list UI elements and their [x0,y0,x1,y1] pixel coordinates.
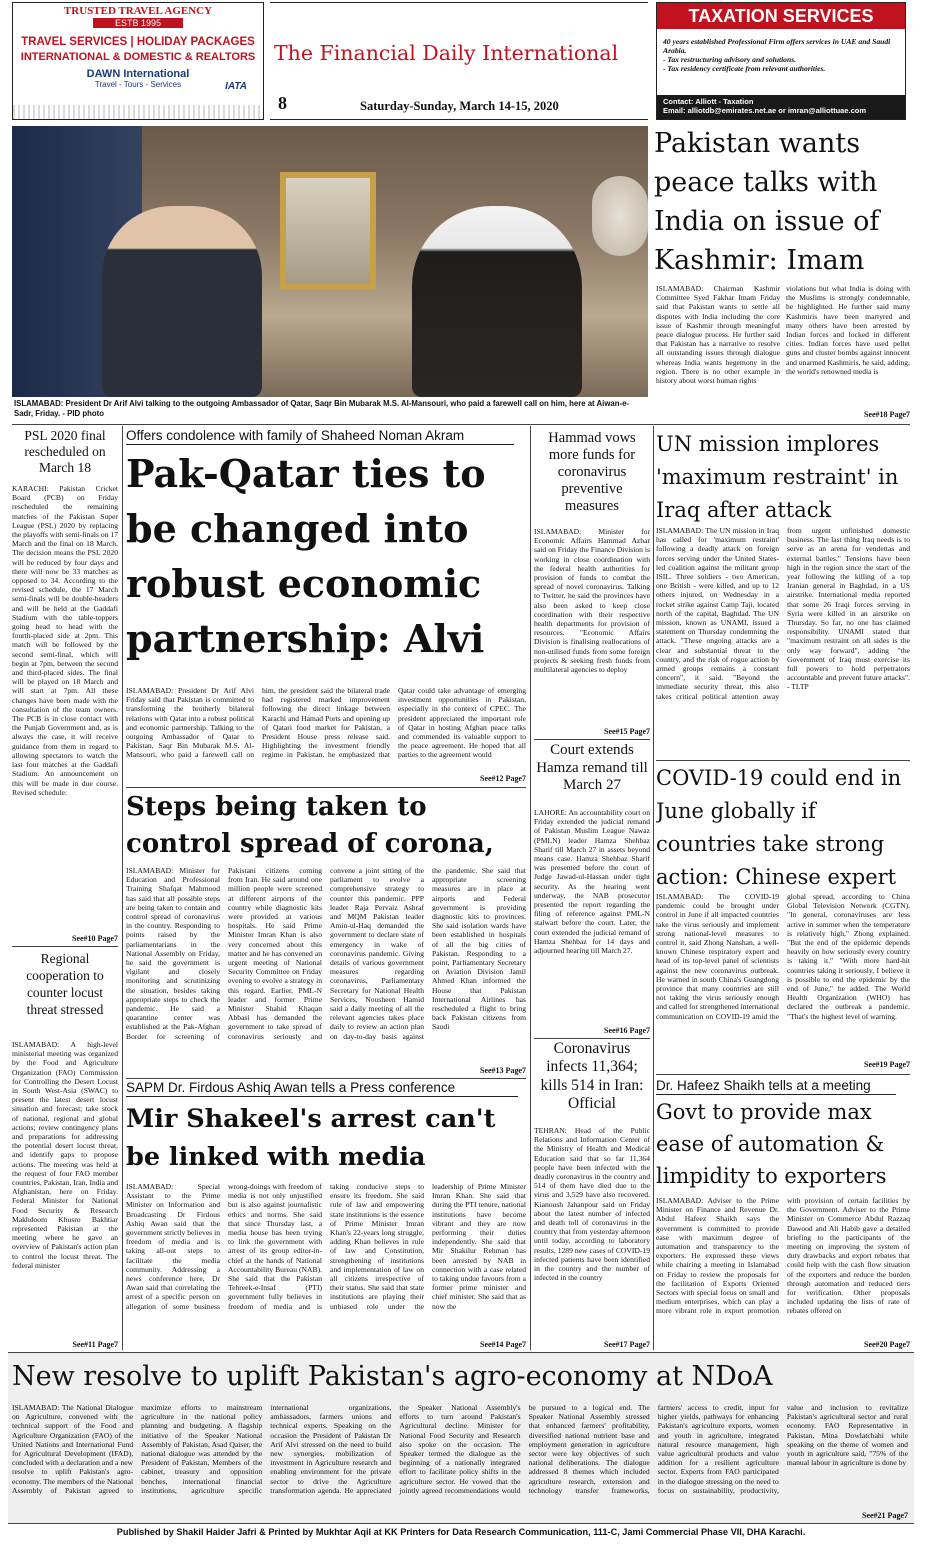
agro-band [8,1352,914,1524]
rule-midcol-1 [534,739,650,740]
travel-ad-estd: ESTB 1995 [93,18,183,28]
iraq-body: ISLAMABAD: The UN mission in Iraq has called for 'maximum restraint' following a deadly attack on foreign forces serving under the United States-led coalition against the militant group ISIL. Three soldiers - two American, one British - were killed, and up to 12 others injured, on Wednesday in a rocket strike against Camp Taji, located north of the capital, Baghdad. The UN mission, known as UNAMI, issued a statement on Thursday condemning the attack. "These ongoing attacks are a clear and substantial threat to the country, and the risk of rogue action by armed groups remains a constant concern", it said. "Beyond the immediate security threat, this also takes critical political attention away from urgent unfinished domestic business. The last thing Iraq needs is to serve as an arena for vendettas and external battles." Tensions have been high in the region since the start of the year following the killing of a top Iranian general in Baghdad, in a US airstrike. International media reported that some 26 Iraqi forces serving in Syria were killed in an airstrike on Thursday. So far, no one has claimed responsibility. UNAMI stated that "maximum restraint on all sides is the only way forward", adding "the Government of Iraq must exercise its full powers to hold perpetrators accountable and prevent future attacks". - TLTP [656,526,910,701]
agro-headline: New resolve to uplift Pakistan's agro-economy at NDoA [12,1361,773,1392]
masthead-date: Saturday-Sunday, March 14-15, 2020 [360,99,559,113]
portrait-frame-icon [280,172,376,290]
page-number: 8 [278,93,287,113]
covid-china-see[interactable]: See#19 Page7 [864,1060,910,1069]
taxation-ad-contact: Contact: Alliott - Taxation [663,97,754,106]
rule-right-1 [656,760,910,761]
corona-na-body: ISLAMABAD: Minister for Education and Professional Training Shafqat Mahmood has said that all possible steps are being taken to contain and control spread of coronavirus in the country. Responding to points raised by the parliamentarians in the National Assembly on Friday, he said the government is vigilant and closely monitoring and scrutinizing the situation, besides taking appropriate steps to check the pandemic. He said a quarantine center was established at the Pak-Afghan Border for screening of Pakistani citizens coming from Iran. He said around one million people were screened at different airports of the country while diagnostic kits were provided at various hospitals. He said Prime Minister Imran Khan is also very concerned about this matter and he has convened an urgent meeting of National Security Committee on Friday evening to evolve a strategy in this regard. Earlier, PML-N leader and former Prime Minister Shahid Khaqan Abbasi has demanded the government to take spread of coronavirus seriously and convene a joint sitting of the parliament to evolve a comprehensive strategy to counter this pandemic. PPP leader Raja Pervaiz Ashraf and MQM Pakistan leader Amin-ul-Haq demanded the government to declare state of emergency in wake of coronavirus pandemic. Giving details of various government measures regarding coronavirus, Parliamentary Secretary for National Health Services, Nousheen Hamid said a daily meeting of all the relevant agencies takes place daily to review an action plan on day-to-day basis against the pandemic. She said that appropriate screening measures are in place at airports and Federal government is providing diagnostic kits to provinces. She said isolation wards have been established in hospitals of all the big cities of Pakistan. Responding to a point, Parliamentary Secretary on Aviation Division Jamil Ahmed Khan informed the House that Pakistan International Airlines has rescheduled a flight to bring back Pakistan citizens from Saudi [126,866,526,1041]
taxation-ad-line2: - Tax restructuring advisory and solutions. [663,55,797,64]
travel-ad-line2: INTERNATIONAL & DOMESTIC & REALTORS [20,51,256,63]
kashmir-see[interactable]: See#18 Page7 [864,410,910,419]
locust-see[interactable]: See#11 Page7 [72,1340,118,1349]
ad-footer-strip [13,105,263,119]
person-left-icon [102,206,262,397]
travel-ad-top: TRUSTED TRAVEL AGENCY [63,5,213,17]
psl-headline: PSL 2020 final rescheduled on March 18 [24,428,106,475]
qatar-body: ISLAMABAD: President Dr Arif Alvi Friday said that Pakistan is committed to transforming the brotherly bilateral relations with Qatar into a robust political and economic partnership. Talking to the outgoing Ambassador of Qatar to Pakistan, Saqr Bin Mubarak M.S. Al-Mansouri, who paid a farewell call on him, the president said the bilateral trade had registered marked improvement following the direct linkage between Karachi and Hamad Ports and opening up of Qatari food market for Pakistan, a President House press release said. Highlighting the investment friendly regime in Pakistan, he emphasized that Qatar could take advantage of emerging investment opportunities in Pakistan, especially in the context of CPEC. The president appreciated the important role of Qatar in hosting Afghan peace talks and commended its valuable support to the peace agreement. He hoped that all parties to the agreement would [126,686,526,760]
exporters-body: ISLAMABAD: Adviser to the Prime Minister on Finance and Revenue Dr. Abdul Hafeez Shaikh says the government is committed to provide ease with maximum degree of automation and transparency to the exporters. He expressed these views while chairing a meeting in Islamabad on Friday to review the proposals for the facilitation of Exports Oriented Sectors with special focus on small and medium enterprises, which can play a more vibrant role in export promotion with provision of certain facilities by the Government. Adviser to the Prime Minister on Commerce Abdul Razzaq Dawood and Ali Habib gave a detailed briefing to the participants of the meeting on improving the system of duty drawbacks and export rebates that could help with the cash flow situation of the exporters and reduce the burden through automation and reduced tiers for verification. Other proposals included updating the lists of rate of rebates offered on [656,1196,910,1316]
footer-imprint: Published by Shakil Haider Jafri & Printed by Mukhtar Aqil at KK Printers for Data Research Communication, 111-C, Jami Commercial Phase VII, DHA Karachi. [116,1527,806,1537]
rule-mid-2 [126,1078,526,1079]
kashmir-col1: ISLAMABAD: Chairman Kashmir Committee Syed Fakhar Imam Friday said that Pakistan wants to settle all disputes with India including the core issue of Kashmir through meaningful peace dialogue process. He further said that Pakistan has a narrative to resolve all outstanding issues through dialogue whereas India wants hegemony in the region. There is no other example in history about worst human rights [656,284,780,386]
rule-v-mid [530,426,531,1350]
qatar-headline: Pak-Qatar ties to be changed into robust economic partnership: Alvi [126,451,486,661]
kashmir-col2: violations but what India is doing with the Muslims is strongly condemnable, he highlighted. He further said many Kashmiris have been martyred and many others have been arrested by Indian forces and locked in different cities. Indian forces have used pellet guns and cluster bombs against innocent and unarmed Kashmiris, he said, adding, the world's renowned media is [786,284,910,376]
travel-ad[interactable] [12,2,264,120]
corona-na-see[interactable]: See#13 Page7 [480,1066,526,1075]
flowers-icon [592,176,648,256]
hamza-body: LAHORE: An accountability court on Friday extended the judicial remand of Pakistan Muslim League Nawaz (PMLN) leader Hamza Shehbaz Sharif till March 27 in assets beyond means case. Hamza Shehbaz Sharif was presented before the court of Judge Jawad-ul-Hassan under tight security. As the hearing went underway, the NAB prosecutor presented the report regarding the filing of reference against PML-N stalwart before the court. Later, the court extended the judicial remand of Hamza Shehbaz for 14 days and adjourned hearing till March 27. [534,808,650,956]
travel-ad-tagline: Travel - Tours - Services [94,80,182,89]
iran-see[interactable]: See#17 Page7 [604,1340,650,1349]
taxation-ad[interactable] [656,2,906,120]
exporters-headline: Govt to provide max ease of automation & limpidity to exporters [656,1100,887,1188]
hammad-headline: Hammad vows more funds for coronavirus preventive measures [548,430,636,515]
iraq-headline: UN mission implores 'maximum restraint' in Iraq after attack [656,432,899,522]
hammad-body: ISLAMABAD: Minister for Economic Affairs Hammad Azhar said on Friday the Finance Division is working in close coordination with the federal health authorities for provision of funds to combat the spread of novel coronavirus. Talking to Twitter, he said the provinces have also been asked to keep close coordination with their respective health departments for provision of resources. "Economic Affairs Division is finalising reallocations of non-utilised funds from some foreign projects & seeking fresh funds from multilateral agencies to deploy [534,527,650,675]
rule-left-1 [12,946,118,947]
corona-na-headline: Steps being taken to control spread of corona, [126,792,494,859]
taxation-ad-line1: 40 years established Professional Firm offers services in UAE and Saudi Arabia. [663,37,891,55]
rule-v-left [122,426,123,1350]
lead-photo [12,126,648,397]
travel-ad-brand: DAWN International [86,68,190,80]
shakeel-kicker: SAPM Dr. Firdous Ashiq Awan tells a Press conference [126,1080,518,1097]
kashmir-headline: Pakistan wants peace talks with India on issue of Kashmir: Imam [654,128,880,276]
photo-caption: ISLAMABAD: President Dr Arif Alvi talking to the outgoing Ambassador of Qatar, Saqr Bin Mubarak M.S. Al-Mansouri, who paid a farewell call on him, here at Aiwan-e-Sadr, Friday. - PID photo [14,399,630,418]
rule-top [12,424,910,425]
taxation-ad-title: TAXATION SERVICES [657,3,905,29]
masthead-title: The Financial Daily International [274,41,619,65]
iran-headline: Coronavirus infects 11,364; kills 514 in Iran: Official [540,1040,644,1112]
person-right-icon [412,206,582,397]
iran-body: TEHRAN: Head of the Public Relations and Information Center of the Ministry of Health and Medical Education said that so far 11,364 people have been infected with the deadly coronavirus in the country and 514 of them have died due to the virus and 3,529 have also recovered. Kianoush Jahanpour said on Friday about the latest number of infected and death toll of coronavirus in the country that from yesterday afternoon until today, according to laboratory results, 1289 new cases of COVID-19 infected patients have been identified in the country and the number of infected in the country [534,1126,650,1283]
taxation-ad-contact-block [657,95,905,119]
psl-body: KARACHI: Pakistan Cricket Board (PCB) on Friday rescheduled the remaining matches of the Pakistan Super League (PSL) 2020 by replacing the playoffs with semi-finals on 17 March and the final on 18 March. The decision means the PSL 2020 will be reduced by four days and there will now be 33 matches as opposed to 34. According to the revised schedule, the 17 March semi-finals will be double-headers and will be held at the Gaddafi Stadium with the table-toppers going head to head with the fourth-placed side at 2pm. This match will be followed by the second semi-final, which will begin at 7pm, between the second and third-placed sides. The final will be played on 18 March and will start at 7pm. All these changes have been made with the consultation of the team owners. The PCB is in close contact with the Punjab Government and, as is always the case, it will receive guidance from them in regard to allowing spectators to watch the last four matches at the Gaddafi Stadium. An announcement on this will be made in due course. Revised schedule: [12,484,118,797]
hamza-see[interactable]: See#16 Page7 [604,1026,650,1035]
shakeel-body: ISLAMABAD: Special Assistant to the Prime Minister on Information and Broadcasting Dr Firdous Ashiq Awan said that the government strictly believes in freedom of media and is taking all-out steps to facilitate the media community. Addressing a news conference here, Dr Awan said that correlating the arrest of a specific person on allegation of some business wrong-doings with freedom of media is not only unjustified but is also against journalistic ethics and norms. She said that since Thursday last, a media house has been trying to link the government with arrest of its group editor-in-chief at the hands of National Accountability Bureau (NAB). She said that the Pakistan Tehreek-e-Insaf (PTI) government fully believes in freedom of media and is taking conducive steps to ensure its freedom. She said rule of law and empowering state institutions is the essence of Prime Minister Imran Khan's 22-years long struggle, adding Khan believes in rule of law and Constitution, strengthening of institutions and implementation of law on all citizens irrespective of their status. She said that state institutions are playing their unbiased role under the leadership of Prime Minister Imran Khan. She said that during the PTI tenure, national institutions have become vibrant and they are now performing their duties independently. She said that Mir Shakilur Rehman has been arrested by NAB in connection with a case related to taking undue favours from a former prime minister and chief minister. She said that as now the [126,1182,526,1311]
agro-body: ISLAMABAD: The National Dialogue on Agriculture, convened with the technical support of the Food and Agriculture Organization (FAO) of the United Nations and International Fund for Agricultural Development (IFAD), concluded with a declaration and a new resolve to uplift Pakistan's agro-economy. The members of the National Assembly of Pakistan agreed to maximize efforts to mainstream agriculture in the national policy planning and budgeting. A flagship initiative of the Speaker National Assembly of Pakistan, Asad Qaiser, the national dialogue was attended by the President of Pakistan, Members of the cabinet, treasury and opposition benches, international financial institutions, agriculture specific international organizations, ambassadors, farmers unions and technical experts. Speaking on the occasion the President of Pakistan Dr Arif Alvi stressed on the need to build new synergies, mobilization of investment in Agriculture research and enabling environment for the private sector to drive the Agriculture transformation agenda. He appreciated the Speaker National Assembly's efforts to turn around Pakistan's Agricultural decline. Minister for National Food Security and Research also spoke on the occasion. The Speaker termed the dialogue as the beginning of a nationally integrated effort to facilitate policy shifts in the agriculture sector. He vowed that the jointly agreed recommendations would be pursued to a logical end. The Speaker National Assembly stressed that enhanced farmers' profitability, diversified national nutrient base and employment generation in agriculture sector were key objectives of such national deliberations. The dialogue addressed 8 themes which included agriculture research, extension and technology transfer frameworks, farmers' access to credit, input for higher yields, pathways for enhancing Pakistan's agriculture exports, women and youth in agriculture, integrated natural resource management, high value agricultural products and value addition for a resilient agriculture sector. Experts from FAO participated in the dialogue stressing on the need to focus on sustainability, productivity, value and inclusion to revitalize Pakistan's agricultural sector and rural economy. FAO Representative in Pakistan, Mina Dowlatchahi while speaking on the theme of women and youth in agriculture said, "75% of the manual labour in agriculture is done by [12,1403,908,1495]
shakeel-see[interactable]: See#14 Page7 [480,1340,526,1349]
locust-body: ISLAMABAD: A high-level ministerial meeting was organized by the Food and Agriculture Organization (FAO) Commission for Controlling the Desert Locust in South West-Asia (SWAC) to present the latest desert locust situation and forecast; take stock of national, regional and global actions; review contingency plans and preparations for addressing the potential desert locust threat, and identify gaps to propose actions. The meeting was held at the request of four FAO member countries, Pakistan, Iran, India and Afghanistan, here on Friday. Federal Minister for National Food Security & Research Makhdoom Khusro Bakhtiar represented Pakistan at the meeting where he gave an overview of Pakistan's action plan to control the locust threat. The federal minister [12,1040,118,1270]
iata-logo-icon: IATA [225,81,247,92]
hamza-headline: Court extends Hamza remand till March 27 [536,742,648,794]
covid-china-headline: COVID-19 could end in June globally if countries take strong action: Chinese expert [656,766,902,889]
taxation-ad-line3: - Tax residency certificate from relevant authorities. [663,64,826,73]
locust-headline: Regional cooperation to counter locust threat stressed [26,951,104,1017]
taxation-ad-email[interactable]: Email: alliotdb@emirates.net.ae or imran@alliottuae.com [663,106,867,115]
agro-see[interactable]: See#21 Page7 [862,1511,908,1520]
exporters-see[interactable]: See#20 Page7 [864,1340,910,1349]
psl-see[interactable]: See#10 Page7 [72,934,118,943]
rule-midcol-2 [534,1038,650,1039]
exporters-kicker: Dr. Hafeez Shaikh tells at a meeting [656,1078,896,1095]
masthead [270,2,648,120]
shakeel-headline: Mir Shakeel's arrest can't be linked with media [126,1104,496,1172]
qatar-kicker: Offers condolence with family of Shaheed Noman Akram [126,428,514,445]
rule-mid-1 [126,787,526,788]
qatar-see[interactable]: See#12 Page7 [480,774,526,783]
rule-v-right [653,426,654,1350]
hammad-see[interactable]: See#15 Page7 [604,727,650,736]
rule-right-2 [656,1074,910,1075]
covid-china-body: ISLAMABAD: The COVID-19 pandemic could be brought under control in June if all impacted countries take the virus seriously and implement strong national-level measures to control it, said Zhong Nanshan, a well-known Chinese respiratory expert and head of its top-level panel of scientists against the new coronavirus outbreak. He warned in south China's Guangdong province that many countries are still not taking the virus seriously enough and called for strengthened international communication on COVID-19 amid the global spread, according to China Global Television Network (CGTN). "In general, coronaviruses are less active in summer when the temperature is relatively high," Zhong explained. "But the end of the epidemic depends heavily on how seriously every country is taking it." "With more hard-hit countries taking it seriously, I believe it is possible to end the epidemic by the end of June," he added. The World Health Organization (WHO) has declared the outbreak a pandemic. "That's the highest level of warning. [656,892,910,1021]
travel-ad-line1: TRAVEL SERVICES | HOLIDAY PACKAGES [21,36,255,48]
